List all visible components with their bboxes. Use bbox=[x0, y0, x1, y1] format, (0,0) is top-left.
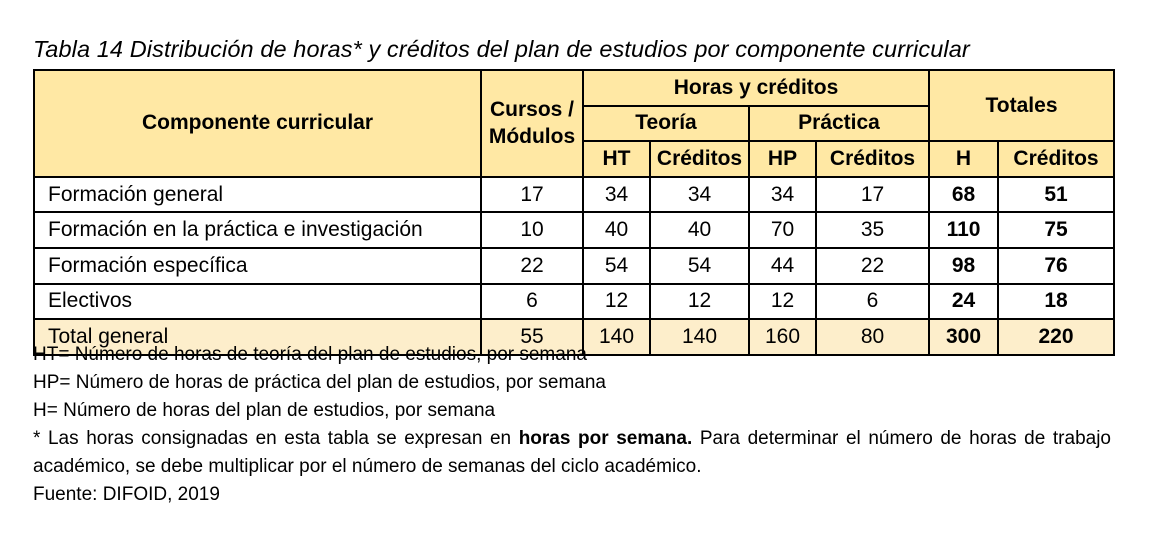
total-creditos-total: 220 bbox=[998, 319, 1114, 355]
table-caption: Tabla 14 Distribución de horas* y créditos del plan de estudios por componente curricular bbox=[33, 36, 970, 62]
row-creditos-practica: 35 bbox=[816, 212, 929, 248]
header-creditos-total: Créditos bbox=[998, 141, 1114, 177]
row-cursos: 6 bbox=[481, 284, 583, 320]
curriculum-table bbox=[33, 69, 1115, 356]
note-asterisk-end: Para determinar el número de horas de trabajo académico, se debe multiplicar por el número de semanas del ciclo académico. bbox=[33, 428, 1111, 477]
note-ht: HT= Número de horas de teoría del plan de estudios, por semana bbox=[33, 344, 587, 365]
header-cursos bbox=[481, 70, 583, 177]
header-ht: HT bbox=[583, 141, 650, 177]
row-hp: 34 bbox=[749, 177, 816, 213]
table-notes bbox=[33, 341, 1111, 509]
table-row bbox=[34, 248, 1114, 284]
note-asterisk-bold: horas por semana. bbox=[518, 428, 693, 449]
row-cursos: 10 bbox=[481, 212, 583, 248]
table-row bbox=[34, 212, 1114, 248]
total-hp: 160 bbox=[749, 319, 816, 355]
note-asterisk bbox=[33, 425, 1111, 481]
row-hp: 12 bbox=[749, 284, 816, 320]
header-creditos-practica: Créditos bbox=[816, 141, 929, 177]
header-teoria: Teoría bbox=[583, 106, 749, 142]
header-creditos-teoria: Créditos bbox=[650, 141, 749, 177]
total-cursos: 55 bbox=[481, 319, 583, 355]
header-cursos-line2: Módulos bbox=[488, 125, 576, 149]
header-cursos-line1: Cursos / bbox=[489, 98, 575, 122]
row-creditos-total: 76 bbox=[998, 248, 1114, 284]
row-h: 68 bbox=[929, 177, 998, 213]
note-h: H= Número de horas del plan de estudios, por semana bbox=[33, 400, 496, 421]
row-hp: 44 bbox=[749, 248, 816, 284]
header-hp: HP bbox=[749, 141, 816, 177]
header-practica: Práctica bbox=[749, 106, 929, 142]
table-row bbox=[34, 177, 1114, 213]
row-ht: 34 bbox=[583, 177, 650, 213]
row-ht: 40 bbox=[583, 212, 650, 248]
row-cursos: 22 bbox=[481, 248, 583, 284]
row-componente: Formación general bbox=[34, 177, 481, 213]
row-componente: Electivos bbox=[34, 284, 481, 320]
row-h: 24 bbox=[929, 284, 998, 320]
total-ht: 140 bbox=[583, 319, 650, 355]
row-h: 98 bbox=[929, 248, 998, 284]
row-creditos-total: 51 bbox=[998, 177, 1114, 213]
row-ht: 12 bbox=[583, 284, 650, 320]
row-componente: Formación específica bbox=[34, 248, 481, 284]
row-creditos-teoria: 34 bbox=[650, 177, 749, 213]
total-h: 300 bbox=[929, 319, 998, 355]
note-source: Fuente: DIFOID, 2019 bbox=[33, 484, 220, 505]
row-ht: 54 bbox=[583, 248, 650, 284]
row-creditos-practica: 6 bbox=[816, 284, 929, 320]
row-creditos-total: 75 bbox=[998, 212, 1114, 248]
header-row-1 bbox=[34, 70, 1114, 106]
row-cursos: 17 bbox=[481, 177, 583, 213]
header-horas-creditos: Horas y créditos bbox=[583, 70, 929, 106]
header-componente: Componente curricular bbox=[34, 70, 481, 177]
row-creditos-practica: 22 bbox=[816, 248, 929, 284]
row-creditos-teoria: 40 bbox=[650, 212, 749, 248]
header-totales: Totales bbox=[929, 70, 1114, 141]
row-componente: Formación en la práctica e investigación bbox=[34, 212, 481, 248]
table-row bbox=[34, 284, 1114, 320]
row-hp: 70 bbox=[749, 212, 816, 248]
total-creditos-practica: 80 bbox=[816, 319, 929, 355]
row-creditos-teoria: 54 bbox=[650, 248, 749, 284]
note-asterisk-start: * Las horas consignadas en esta tabla se expresan en bbox=[33, 428, 519, 449]
total-componente: Total general bbox=[34, 319, 481, 355]
header-h: H bbox=[929, 141, 998, 177]
row-creditos-practica: 17 bbox=[816, 177, 929, 213]
row-creditos-teoria: 12 bbox=[650, 284, 749, 320]
row-h: 110 bbox=[929, 212, 998, 248]
total-creditos-teoria: 140 bbox=[650, 319, 749, 355]
row-creditos-total: 18 bbox=[998, 284, 1114, 320]
note-hp: HP= Número de horas de práctica del plan de estudios, por semana bbox=[33, 372, 606, 393]
